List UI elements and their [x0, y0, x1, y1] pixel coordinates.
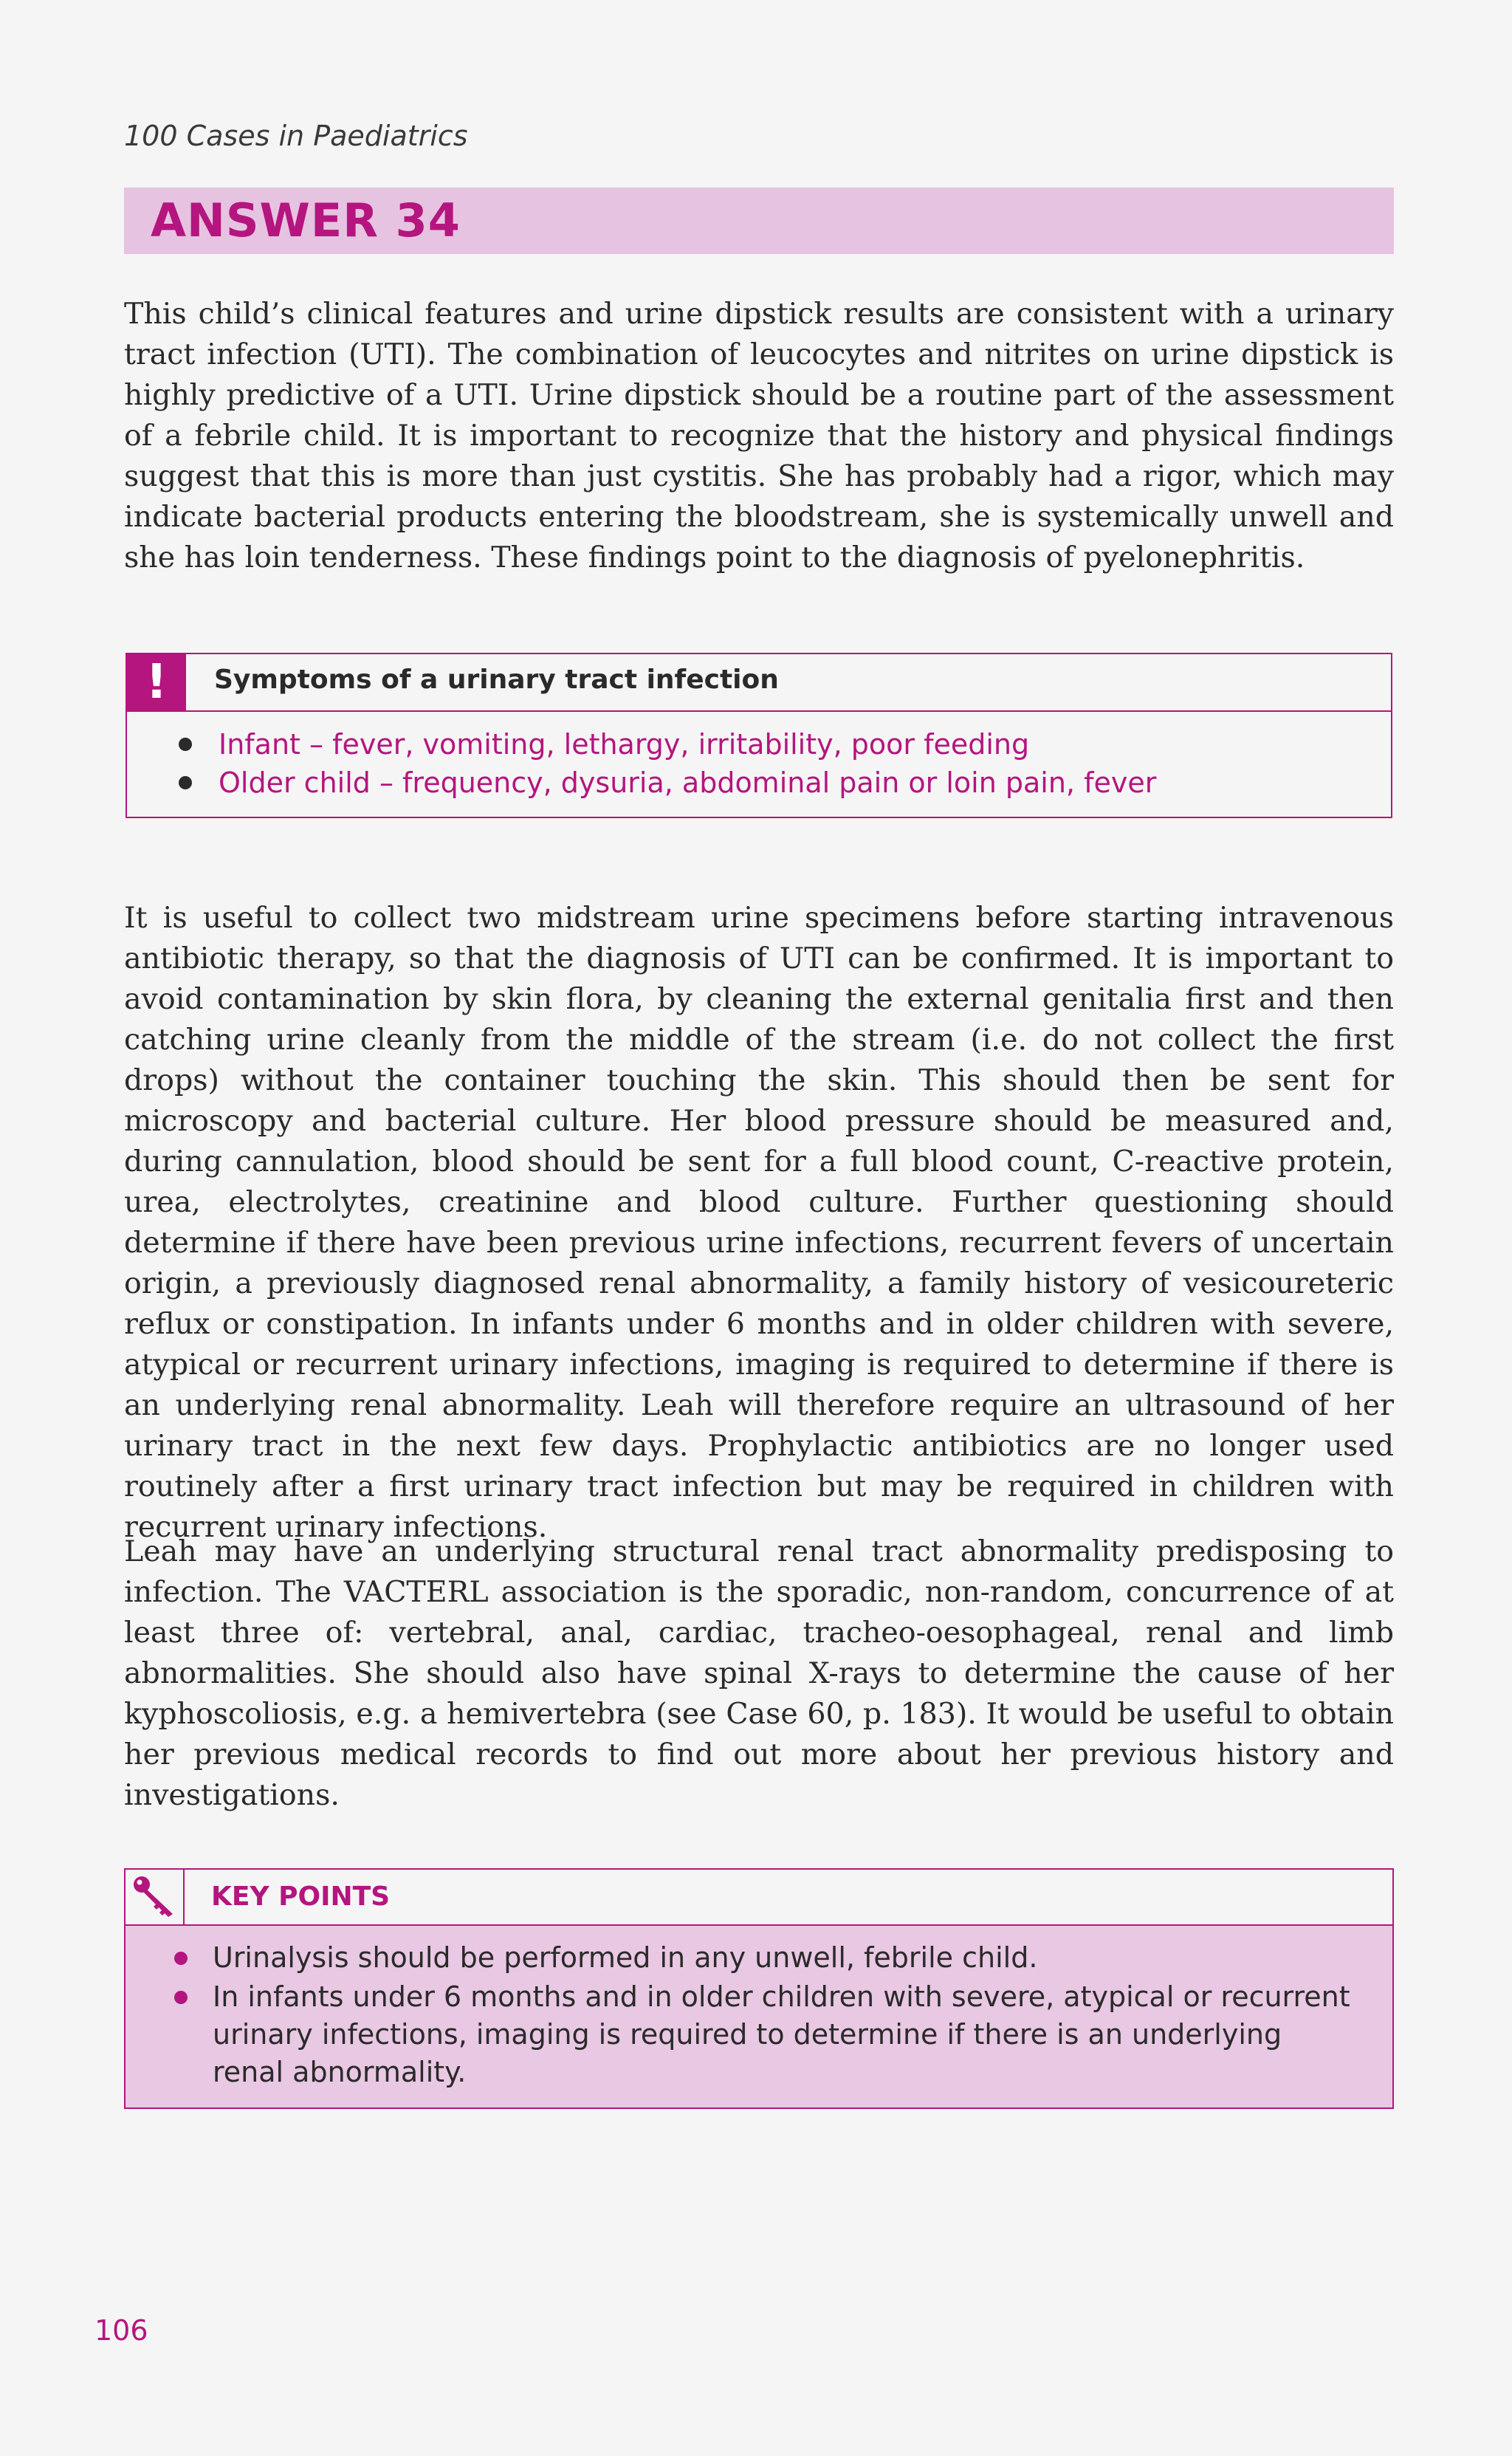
key-point-text: In infants under 6 months and in older children with severe, atypical or recurrent urinary infections, imaging is required to determine if there is an underlying renal abnormality.: [213, 1980, 1350, 2088]
page-number: 106: [94, 2314, 148, 2347]
key-points-box: [124, 1868, 1394, 2109]
warning-icon-cell: [127, 654, 186, 710]
bullet-icon: [174, 1952, 188, 1965]
warning-box: [126, 653, 1392, 818]
body-paragraph-2: It is useful to collect two midstream urine specimens before starting intravenous antibiotic therapy, so that the diagnosis of UTI can be confirmed. It is important to avoid contamination by skin flora, by cleaning the external genitalia first and then catching urine cleanly from the middle of the stream (i.e. do not collect the first drops) without the container touching the skin. This should then be sent for microscopy and bacterial culture. Her blood pressure should be measured and, during cannulation, blood should be sent for a full blood count, C-reactive protein, urea, electrolytes, creatinine and blood culture. Further questioning should determine if there have been previous urine infections, recurrent fevers of uncertain origin, a previously diagnosed renal abnormality, a family history of vesicoureteric reflux or constipation. In infants under 6 months and in older children with severe, atypical or recurrent urinary infections, imaging is required to determine if there is an underlying renal abnormality. Leah will therefore require an ultrasound of her urinary tract in the next few days. Prophylactic antibiotics are no longer used routinely after a first urinary tract infection but may be required in children with recurrent urinary infections.: [124, 901, 1394, 1544]
list-item: [179, 764, 1156, 802]
exclamation-icon: !: [145, 655, 168, 710]
answer-banner: [124, 188, 1394, 254]
list-item: [173, 1978, 1354, 2091]
key-icon: [130, 1874, 179, 1920]
body-paragraph-1: This child’s clinical features and urine dipstick results are consistent with a urinary tract infection (UTI). The combination of leucocytes and nitrites on urine dipstick is highly predictive of a UTI. Urine dipstick should be a routine part of the assessment of a febrile child. It is important to recognize that the history and physical findings suggest that this is more than just cystitis. She has probably had a rigor, which may indicate bacterial products entering the bloodstream, she is systemically unwell and she has loin tenderness. These findings point to the diagnosis of pyelonephritis.: [124, 297, 1394, 574]
running-head: 100 Cases in Paediatrics: [124, 120, 468, 152]
bullet-icon: [179, 776, 192, 789]
key-icon-cell: [126, 1870, 185, 1924]
warning-item-text: Older child – frequency, dysuria, abdominal pain or loin pain, fever: [219, 766, 1157, 799]
list-item: [173, 1939, 1354, 1977]
key-points-header: [126, 1870, 1392, 1926]
warning-item-text: Infant – fever, vomiting, lethargy, irritability, poor feeding: [219, 728, 1030, 761]
list-item: [179, 725, 1156, 764]
warning-box-title: Symptoms of a urinary tract infection: [214, 665, 779, 695]
warning-list: [179, 725, 1156, 802]
body-paragraph-3: Leah may have an underlying structural renal tract abnormality predisposing to infection. The VACTERL association is the sporadic, non-random, concurrence of at least three of: vertebral, anal, cardiac, tracheo-oesophageal, renal and limb abnormalities. She should also have spinal X-rays to determine the cause of her kyphoscoliosis, e.g. a hemivertebra (see Case 60, p. 183). It would be useful to obtain her previous medical records to find out more about her previous history and investigations.: [124, 1534, 1394, 1812]
key-points-title: KEY POINTS: [211, 1882, 391, 1912]
warning-header-divider: [127, 710, 1391, 712]
answer-title: ANSWER 34: [151, 193, 461, 247]
key-points-list: [173, 1939, 1354, 2093]
bullet-icon: [174, 1991, 188, 2004]
bullet-icon: [179, 738, 192, 751]
key-point-text: Urinalysis should be performed in any unwell, febrile child.: [213, 1941, 1038, 1974]
